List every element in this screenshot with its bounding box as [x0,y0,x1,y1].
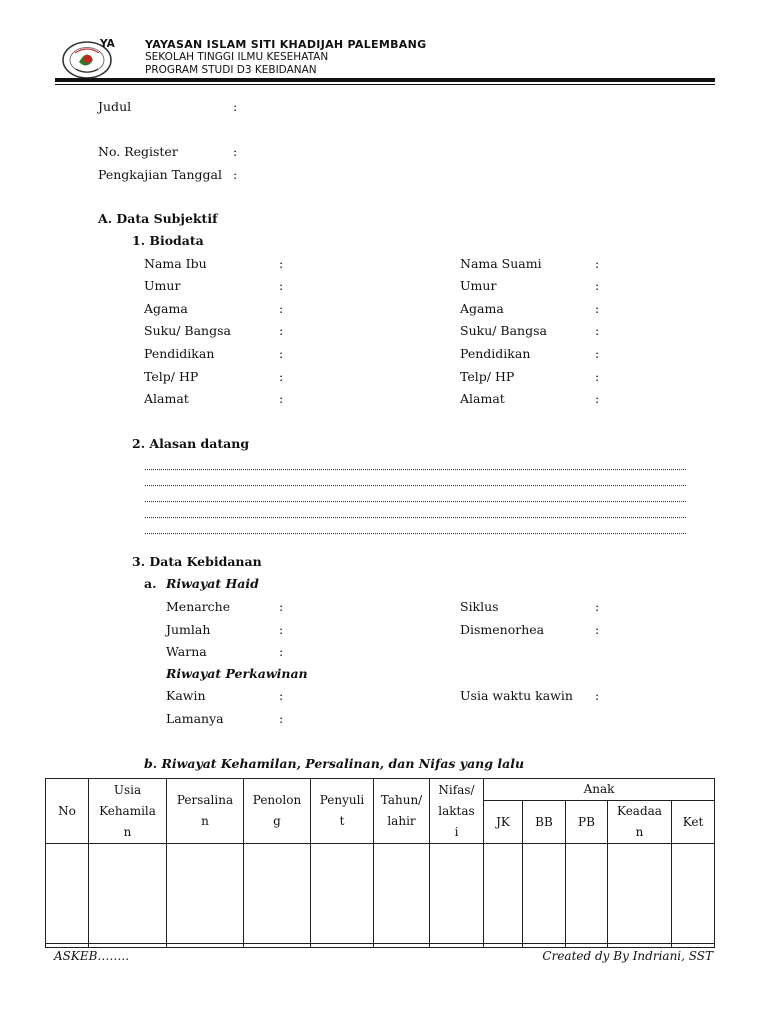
column-header-tahun-lahir: Tahun/ lahir [374,779,430,844]
biodata-label-alamat-suami: Alamat [460,391,505,406]
biodata-colon: : [279,323,284,338]
field-colon: : [595,688,600,703]
biodata-label-pendidikan-suami: Pendidikan [460,346,531,361]
label-dismenorhea: Dismenorhea [460,622,545,637]
dotted-answer-line[interactable] [145,501,686,502]
field-colon: : [233,167,238,182]
table-cell[interactable] [430,844,484,948]
header-rule-thick [55,78,715,82]
field-colon: : [233,144,238,159]
table-cell[interactable] [374,844,430,948]
column-header-ket: Ket [672,801,715,844]
label-siklus: Siklus [460,599,499,614]
heading-riwayat-kehamilan: b. Riwayat Kehamilan, Persalinan, dan Nifas yang lalu [144,756,525,771]
section-title-data-subjektif: A. Data Subjektif [98,211,218,226]
field-colon: : [595,599,600,614]
dotted-answer-line[interactable] [145,485,686,486]
column-header-no: No [46,779,89,844]
column-header-persalinan: Persalina n [167,779,244,844]
field-colon: : [595,622,600,637]
biodata-colon: : [595,301,600,316]
label-warna: Warna [166,644,207,659]
field-colon: : [279,599,284,614]
heading-riwayat-perkawinan: Riwayat Perkawinan [166,666,308,681]
table-cell[interactable] [89,844,167,948]
field-colon: : [279,711,284,726]
table-cell[interactable] [311,844,374,948]
biodata-colon: : [279,391,284,406]
biodata-label-suku-suami: Suku/ Bangsa [460,323,547,338]
biodata-colon: : [279,301,284,316]
biodata-colon: : [595,391,600,406]
table-cell[interactable] [244,844,311,948]
biodata-label-agama-ibu: Agama [144,301,188,316]
subsection-title-biodata: 1. Biodata [132,233,204,248]
biodata-label-umur-suami: Umur [460,278,497,293]
header-foundation-name: YAYASAN ISLAM SITI KHADIJAH PALEMBANG [145,38,427,51]
footer-rule [45,943,714,944]
column-group-anak: Anak [484,779,715,801]
table-cell[interactable] [484,844,523,948]
column-header-pb: PB [566,801,608,844]
heading-riwayat-haid: Riwayat Haid [166,576,259,591]
list-marker-a: a. [144,576,157,591]
field-label-pengkajian-tanggal: Pengkajian Tanggal [98,167,222,182]
header-program-name: PROGRAM STUDI D3 KEBIDANAN [145,64,317,76]
biodata-label-nama-ibu: Nama Ibu [144,256,207,271]
field-colon: : [233,99,238,114]
biodata-colon: : [279,278,284,293]
biodata-label-nama-suami: Nama Suami [460,256,542,271]
field-colon: : [279,688,284,703]
table-cell[interactable] [46,844,89,948]
label-jumlah: Jumlah [166,622,211,637]
biodata-label-agama-suami: Agama [460,301,504,316]
field-colon: : [279,644,284,659]
biodata-label-alamat-ibu: Alamat [144,391,189,406]
biodata-colon: : [595,346,600,361]
field-colon: : [279,622,284,637]
footer-left-text: ASKEB…….. [54,949,130,963]
label-lamanya: Lamanya [166,711,224,726]
field-label-no-register: No. Register [98,144,178,159]
table-cell[interactable] [566,844,608,948]
column-header-nifas-laktasi: Nifas/ laktas i [430,779,484,844]
biodata-colon: : [595,278,600,293]
column-header-usia-kehamilan: Usia Kehamila n [89,779,167,844]
label-usia-waktu-kawin: Usia waktu kawin [460,688,573,703]
riwayat-kehamilan-table [45,778,715,948]
table-cell[interactable] [167,844,244,948]
biodata-colon: : [595,369,600,384]
column-header-keadaan: Keadaa n [608,801,672,844]
biodata-label-pendidikan-ibu: Pendidikan [144,346,215,361]
biodata-label-umur-ibu: Umur [144,278,181,293]
header-rule-thin [55,84,715,85]
footer-credit: Created dy By Indriani, SST [542,949,713,963]
logo-label: YA [100,38,115,50]
biodata-colon: : [279,346,284,361]
biodata-label-telp-ibu: Telp/ HP [144,369,199,384]
column-header-penyulit: Penyuli t [311,779,374,844]
column-header-penolong: Penolon g [244,779,311,844]
field-label-judul: Judul [98,99,132,114]
biodata-label-suku-ibu: Suku/ Bangsa [144,323,231,338]
biodata-colon: : [595,256,600,271]
table-cell[interactable] [608,844,672,948]
table-cell[interactable] [523,844,566,948]
dotted-answer-line[interactable] [145,469,686,470]
table-cell[interactable] [672,844,715,948]
label-menarche: Menarche [166,599,231,614]
subsection-title-alasan-datang: 2. Alasan datang [132,436,250,451]
dotted-answer-line[interactable] [145,517,686,518]
biodata-colon: : [595,323,600,338]
label-kawin: Kawin [166,688,206,703]
biodata-colon: : [279,369,284,384]
header-school-name: SEKOLAH TINGGI ILMU KESEHATAN [145,51,329,63]
biodata-label-telp-suami: Telp/ HP [460,369,515,384]
subsection-title-data-kebidanan: 3. Data Kebidanan [132,554,262,569]
column-header-jk: JK [484,801,523,844]
biodata-colon: : [279,256,284,271]
dotted-answer-line[interactable] [145,533,686,534]
column-header-bb: BB [523,801,566,844]
